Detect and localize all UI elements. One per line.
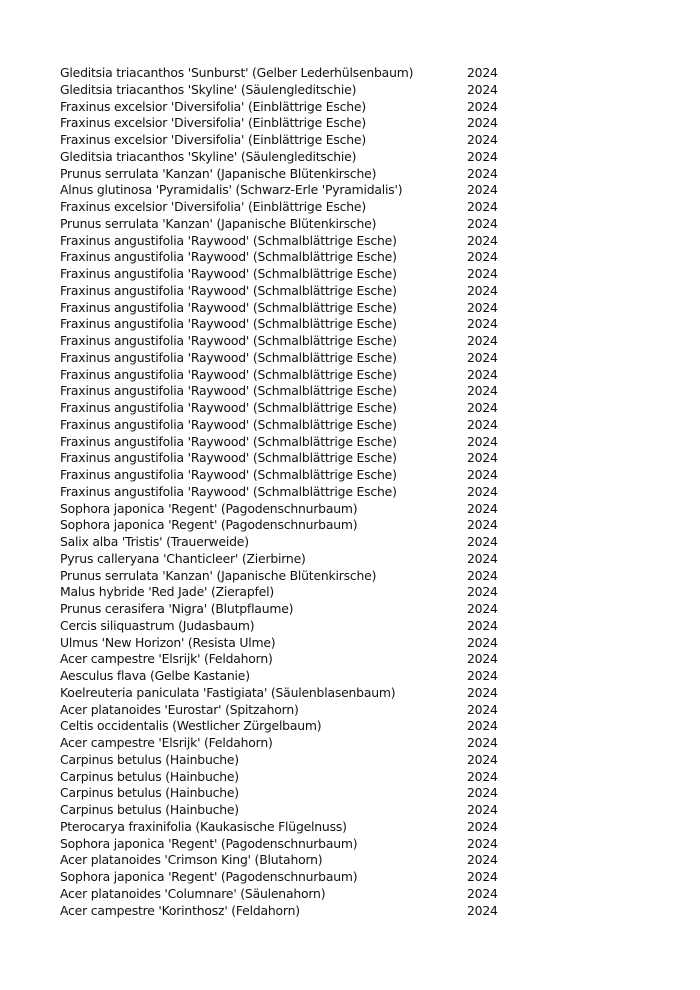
table-row — [60, 132, 580, 149]
table-row — [60, 199, 580, 216]
table-row — [60, 802, 580, 819]
table-row — [60, 82, 580, 99]
table-row — [60, 702, 580, 719]
planting-year: 2024 — [467, 433, 498, 449]
planting-year: 2024 — [467, 902, 498, 918]
tree-name: Acer campestre 'Elsrijk' (Feldahorn) — [60, 735, 273, 750]
table-row — [60, 400, 580, 417]
tree-name: Prunus cerasifera 'Nigra' (Blutpflaume) — [60, 601, 294, 616]
table-row — [60, 752, 580, 769]
tree-name: Sophora japonica 'Regent' (Pagodenschnurbaum) — [60, 869, 358, 884]
planting-year: 2024 — [467, 199, 498, 214]
tree-name: Malus hybride 'Red Jade' (Zierapfel) — [60, 584, 274, 600]
tree-name: Fraxinus excelsior 'Diversifolia' (Einblättrige Esche) — [60, 132, 366, 147]
tree-name: Carpinus betulus (Hainbuche) — [60, 785, 239, 801]
tree-name: Fraxinus angustifolia 'Raywood' (Schmalblättrige Esche) — [60, 467, 397, 482]
tree-name: Acer campestre 'Elsrijk' (Feldahorn) — [60, 651, 273, 667]
planting-year: 2024 — [467, 316, 498, 332]
table-row — [60, 216, 580, 233]
table-row — [60, 484, 580, 501]
table-row — [60, 283, 580, 300]
planting-year: 2024 — [467, 617, 498, 633]
table-row — [60, 115, 580, 132]
tree-name: Fraxinus excelsior 'Diversifolia' (Einblättrige Esche) — [60, 115, 366, 131]
table-row — [60, 735, 580, 752]
planting-year: 2024 — [467, 416, 498, 432]
table-row — [60, 450, 580, 467]
tree-name: Acer platanoides 'Columnare' (Säulenahorn) — [60, 885, 326, 901]
tree-name: Salix alba 'Tristis' (Trauerweide) — [60, 534, 249, 549]
table-row — [60, 182, 580, 199]
table-row — [60, 651, 580, 668]
tree-name: Carpinus betulus (Hainbuche) — [60, 751, 239, 767]
table-row — [60, 769, 580, 786]
tree-name: Aesculus flava (Gelbe Kastanie) — [60, 668, 250, 683]
tree-name: Acer platanoides 'Eurostar' (Spitzahorn) — [60, 701, 299, 717]
planting-year: 2024 — [467, 751, 498, 767]
planting-year: 2024 — [467, 601, 498, 616]
table-row — [60, 166, 580, 183]
tree-name: Fraxinus angustifolia 'Raywood' (Schmalblättrige Esche) — [60, 266, 397, 281]
planting-year: 2024 — [467, 818, 498, 834]
table-row — [60, 350, 580, 367]
table-row — [60, 434, 580, 451]
tree-name: Pyrus calleryana 'Chanticleer' (Zierbirne) — [60, 550, 306, 566]
planting-year: 2024 — [467, 266, 498, 281]
planting-year: 2024 — [467, 634, 498, 650]
table-row — [60, 501, 580, 518]
tree-name: Fraxinus angustifolia 'Raywood' (Schmalblättrige Esche) — [60, 383, 397, 399]
table-row — [60, 517, 580, 534]
planting-year: 2024 — [467, 517, 498, 533]
planting-year: 2024 — [467, 383, 498, 399]
planting-year: 2024 — [467, 132, 498, 147]
tree-name: Carpinus betulus (Hainbuche) — [60, 802, 239, 817]
table-row — [60, 266, 580, 283]
planting-year: 2024 — [467, 735, 498, 750]
table-row — [60, 785, 580, 802]
table-row — [60, 601, 580, 618]
planting-year: 2024 — [467, 81, 498, 97]
tree-name: Fraxinus excelsior 'Diversifolia' (Einblättrige Esche) — [60, 98, 366, 114]
planting-year: 2024 — [467, 115, 498, 131]
planting-year: 2024 — [467, 718, 498, 734]
tree-name: Fraxinus angustifolia 'Raywood' (Schmalblättrige Esche) — [60, 416, 397, 432]
tree-name: Fraxinus angustifolia 'Raywood' (Schmalblättrige Esche) — [60, 249, 397, 265]
tree-name: Fraxinus angustifolia 'Raywood' (Schmalblättrige Esche) — [60, 400, 397, 415]
planting-year: 2024 — [467, 65, 498, 80]
table-row — [60, 668, 580, 685]
tree-name: Cercis siliquastrum (Judasbaum) — [60, 617, 255, 633]
table-row — [60, 300, 580, 317]
planting-year: 2024 — [467, 785, 498, 801]
tree-name: Gleditsia triacanthos 'Sunburst' (Gelber Lederhülsenbaum) — [60, 65, 414, 80]
table-row — [60, 383, 580, 400]
table-row — [60, 819, 580, 836]
planting-year: 2024 — [467, 835, 498, 851]
tree-name: Fraxinus angustifolia 'Raywood' (Schmalblättrige Esche) — [60, 316, 397, 332]
tree-name: Fraxinus excelsior 'Diversifolia' (Einblättrige Esche) — [60, 199, 366, 214]
planting-year: 2024 — [467, 869, 498, 884]
tree-name: Ulmus 'New Horizon' (Resista Ulme) — [60, 634, 276, 650]
table-row — [60, 551, 580, 568]
table-row — [60, 635, 580, 652]
tree-name: Koelreuteria paniculata 'Fastigiata' (Säulenblasenbaum) — [60, 684, 396, 700]
table-row — [60, 249, 580, 266]
table-row — [60, 467, 580, 484]
table-row — [60, 718, 580, 735]
planting-year: 2024 — [467, 299, 498, 315]
planting-year: 2024 — [467, 567, 498, 583]
table-row — [60, 233, 580, 250]
tree-name: Gleditsia triacanthos 'Skyline' (Säulengleditschie) — [60, 148, 357, 164]
planting-year: 2024 — [467, 450, 498, 466]
tree-name: Prunus serrulata 'Kanzan' (Japanische Blütenkirsche) — [60, 215, 377, 231]
planting-year: 2024 — [467, 467, 498, 482]
table-row — [60, 534, 580, 551]
planting-year: 2024 — [467, 282, 498, 298]
planting-year: 2024 — [467, 249, 498, 265]
table-row — [60, 886, 580, 903]
tree-name: Gleditsia triacanthos 'Skyline' (Säulengleditschie) — [60, 81, 357, 97]
planting-year: 2024 — [467, 400, 498, 415]
tree-name: Alnus glutinosa 'Pyramidalis' (Schwarz-Erle 'Pyramidalis') — [60, 182, 403, 198]
tree-name: Fraxinus angustifolia 'Raywood' (Schmalblättrige Esche) — [60, 349, 397, 365]
planting-year: 2024 — [467, 215, 498, 231]
planting-year: 2024 — [467, 852, 498, 868]
tree-name: Acer platanoides 'Crimson King' (Blutahorn) — [60, 852, 323, 868]
tree-name: Prunus serrulata 'Kanzan' (Japanische Blütenkirsche) — [60, 165, 377, 181]
planting-year: 2024 — [467, 483, 498, 499]
tree-name: Fraxinus angustifolia 'Raywood' (Schmalblättrige Esche) — [60, 483, 397, 499]
tree-name: Fraxinus angustifolia 'Raywood' (Schmalblättrige Esche) — [60, 433, 397, 449]
planting-year: 2024 — [467, 165, 498, 181]
tree-name: Sophora japonica 'Regent' (Pagodenschnurbaum) — [60, 500, 358, 516]
planting-year: 2024 — [467, 98, 498, 114]
table-row — [60, 65, 580, 82]
tree-name: Sophora japonica 'Regent' (Pagodenschnurbaum) — [60, 517, 358, 533]
planting-year: 2024 — [467, 885, 498, 901]
table-row — [60, 149, 580, 166]
tree-name: Fraxinus angustifolia 'Raywood' (Schmalblättrige Esche) — [60, 366, 397, 382]
planting-year: 2024 — [467, 148, 498, 164]
table-row — [60, 316, 580, 333]
table-row — [60, 367, 580, 384]
table-row — [60, 99, 580, 116]
tree-name: Fraxinus angustifolia 'Raywood' (Schmalblättrige Esche) — [60, 232, 397, 248]
table-row — [60, 618, 580, 635]
table-row — [60, 836, 580, 853]
tree-list — [60, 65, 580, 919]
tree-name: Celtis occidentalis (Westlicher Zürgelbaum) — [60, 718, 322, 734]
planting-year: 2024 — [467, 768, 498, 784]
planting-year: 2024 — [467, 701, 498, 717]
table-row — [60, 333, 580, 350]
planting-year: 2024 — [467, 668, 498, 683]
planting-year: 2024 — [467, 684, 498, 700]
planting-year: 2024 — [467, 366, 498, 382]
tree-name: Prunus serrulata 'Kanzan' (Japanische Blütenkirsche) — [60, 567, 377, 583]
planting-year: 2024 — [467, 182, 498, 198]
tree-name: Fraxinus angustifolia 'Raywood' (Schmalblättrige Esche) — [60, 450, 397, 466]
tree-name: Fraxinus angustifolia 'Raywood' (Schmalblättrige Esche) — [60, 299, 397, 315]
tree-name: Pterocarya fraxinifolia (Kaukasische Flügelnuss) — [60, 818, 347, 834]
tree-name: Carpinus betulus (Hainbuche) — [60, 768, 239, 784]
tree-name: Sophora japonica 'Regent' (Pagodenschnurbaum) — [60, 835, 358, 851]
table-row — [60, 417, 580, 434]
planting-year: 2024 — [467, 651, 498, 667]
planting-year: 2024 — [467, 232, 498, 248]
tree-name: Acer campestre 'Korinthosz' (Feldahorn) — [60, 902, 300, 918]
planting-year: 2024 — [467, 349, 498, 365]
planting-year: 2024 — [467, 550, 498, 566]
table-row — [60, 869, 580, 886]
table-row — [60, 852, 580, 869]
planting-year: 2024 — [467, 534, 498, 549]
tree-name: Fraxinus angustifolia 'Raywood' (Schmalblättrige Esche) — [60, 333, 397, 348]
table-row — [60, 685, 580, 702]
planting-year: 2024 — [467, 584, 498, 600]
planting-year: 2024 — [467, 500, 498, 516]
table-row — [60, 568, 580, 585]
planting-year: 2024 — [467, 333, 498, 348]
table-row — [60, 903, 580, 920]
table-row — [60, 584, 580, 601]
tree-name: Fraxinus angustifolia 'Raywood' (Schmalblättrige Esche) — [60, 282, 397, 298]
planting-year: 2024 — [467, 802, 498, 817]
